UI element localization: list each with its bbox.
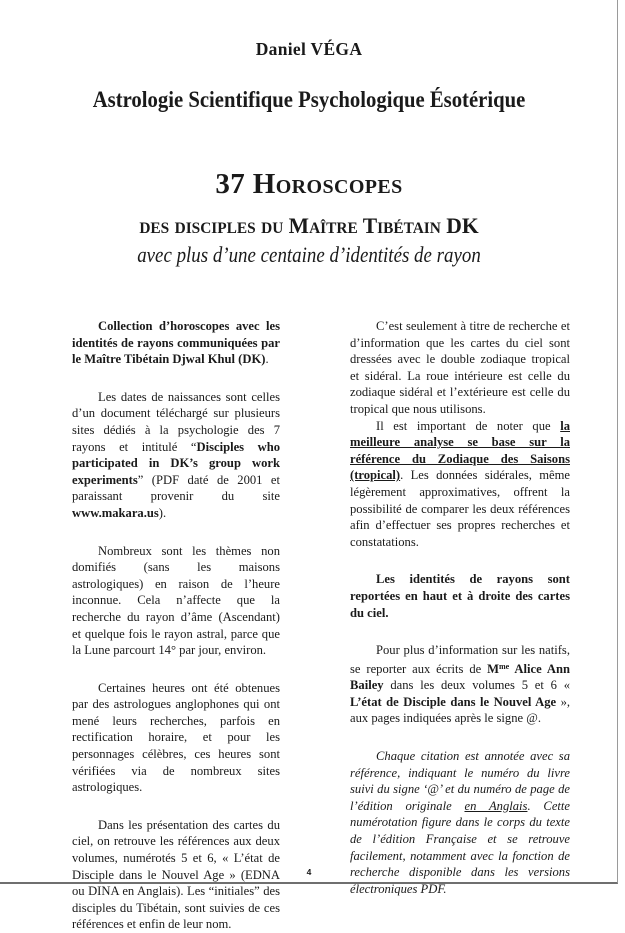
- paragraph-unknown-hours: Nombreux sont les thèmes non domifiés (sans les maisons astrologiques) en raison de l’heure inconnue. Cela n’affecte que la recherche du rayon d’âme (Ascendant) et quelque fois le rayon astral, parce que la Lune parcourt 14° par jour, environ.: [72, 543, 280, 658]
- right-column: [350, 318, 570, 897]
- author-title-sup: me: [499, 661, 510, 671]
- author-name: Daniel VÉGA: [255, 39, 363, 59]
- left-column: [72, 318, 280, 933]
- paragraph-references: Dans les présentation des cartes du ciel, on retrouve les références aux deux volumes, numérotés 5 et 6, « L’état de Disciple dans le Nouvel Age » (EDNA ou DINA en Anglais). Les “initiales” des disciples du Tibétain, sont suivies de ces références et enfin de leur nom.: [72, 817, 280, 932]
- paragraph-best-analysis: [350, 418, 570, 551]
- author-ref: Alice Ann Bailey: [350, 661, 570, 693]
- text-span: Il est important de noter que: [376, 418, 561, 433]
- paragraph-birthdates: [72, 389, 280, 522]
- website-ref: www.makara.us: [72, 505, 159, 520]
- page-number: 4: [306, 867, 312, 877]
- paragraph-ray-identities: Les identités de rayons sont reportées en haut et à droite des cartes du ciel.: [350, 572, 570, 620]
- text-span: Pour plus d’information sur les natifs, se reporter aux écrits de: [350, 643, 570, 676]
- paragraph-zodiac: C’est seulement à titre de recherche et d’information que les cartes du ciel sont dressées avec le double zodiaque tropical et sidéral. La roue intérieure est celle du zodiaque sidéral et l’extérieure est celle du tropical que nous utilisons.: [350, 319, 570, 416]
- text-span: », aux pages indiquées après le signe @.: [350, 694, 571, 726]
- intro-end: .: [265, 352, 269, 367]
- text-span: . Les données sidérales, même légèrement approximatives, offrent la possibilité de comparer les deux références afin d’effectuer ses propres recherches et constatations.: [350, 468, 570, 549]
- document-title-ref: Disciples who participated in DK’s group work experiments: [72, 439, 280, 487]
- emphasis-tropical: la meilleure analyse se base sur la référence du Zodiaque des Saisons (tropical): [350, 418, 570, 483]
- text-span: Les dates de naissances sont celles d’un document téléchargé sur plusieurs sites dédiés à la psychologie des 7 rayons et intitulé “: [72, 389, 280, 454]
- paragraph-more-info: [350, 642, 570, 727]
- text-span: ” (PDF daté de 2001 et paraissant provenir du site: [72, 472, 280, 504]
- intro-text: Collection d’horoscopes avec les identités de rayons communiquées par le Maître Tibétain Djwal Khul (DK): [72, 319, 280, 367]
- text-span: . Cette numérotation figure dans le corps du texte de l’édition Française et se retrouve facilement, notamment avec la fonction de recherche disponible dans les versions électroniques PDF.: [350, 798, 570, 896]
- text-span: ).: [158, 505, 167, 520]
- document-title-line-2: des disciples du Maître Tibétain DK: [139, 213, 479, 238]
- intro-paragraph: [72, 318, 280, 368]
- book-title-ref: L’état de Disciple dans le Nouvel Age: [350, 694, 557, 709]
- document-title: 37 Horoscopes: [215, 168, 403, 200]
- document-tagline: avec plus d’une centaine d’identités de rayon: [137, 242, 481, 267]
- text-span: dans les deux volumes 5 et 6 «: [383, 678, 570, 693]
- paragraph-hours-sources: Certaines heures ont été obtenues par des astrologues anglophones qui ont mené leurs recherches, parfois en rectification horaire, et pour les personnages célèbres, ces heures sont vérifiées via de nombreux sites astrologiques.: [72, 680, 280, 795]
- document-subtitle: Astrologie Scientifique Psychologique Ésotérique: [92, 87, 526, 112]
- emphasis-english: en Anglais: [464, 798, 528, 813]
- author-title: M: [487, 661, 500, 676]
- text-span: Chaque citation est annotée avec sa référence, indiquant le numéro du livre suivi du signe ‘@’ et du numéro de page de l’édition originale: [350, 749, 570, 813]
